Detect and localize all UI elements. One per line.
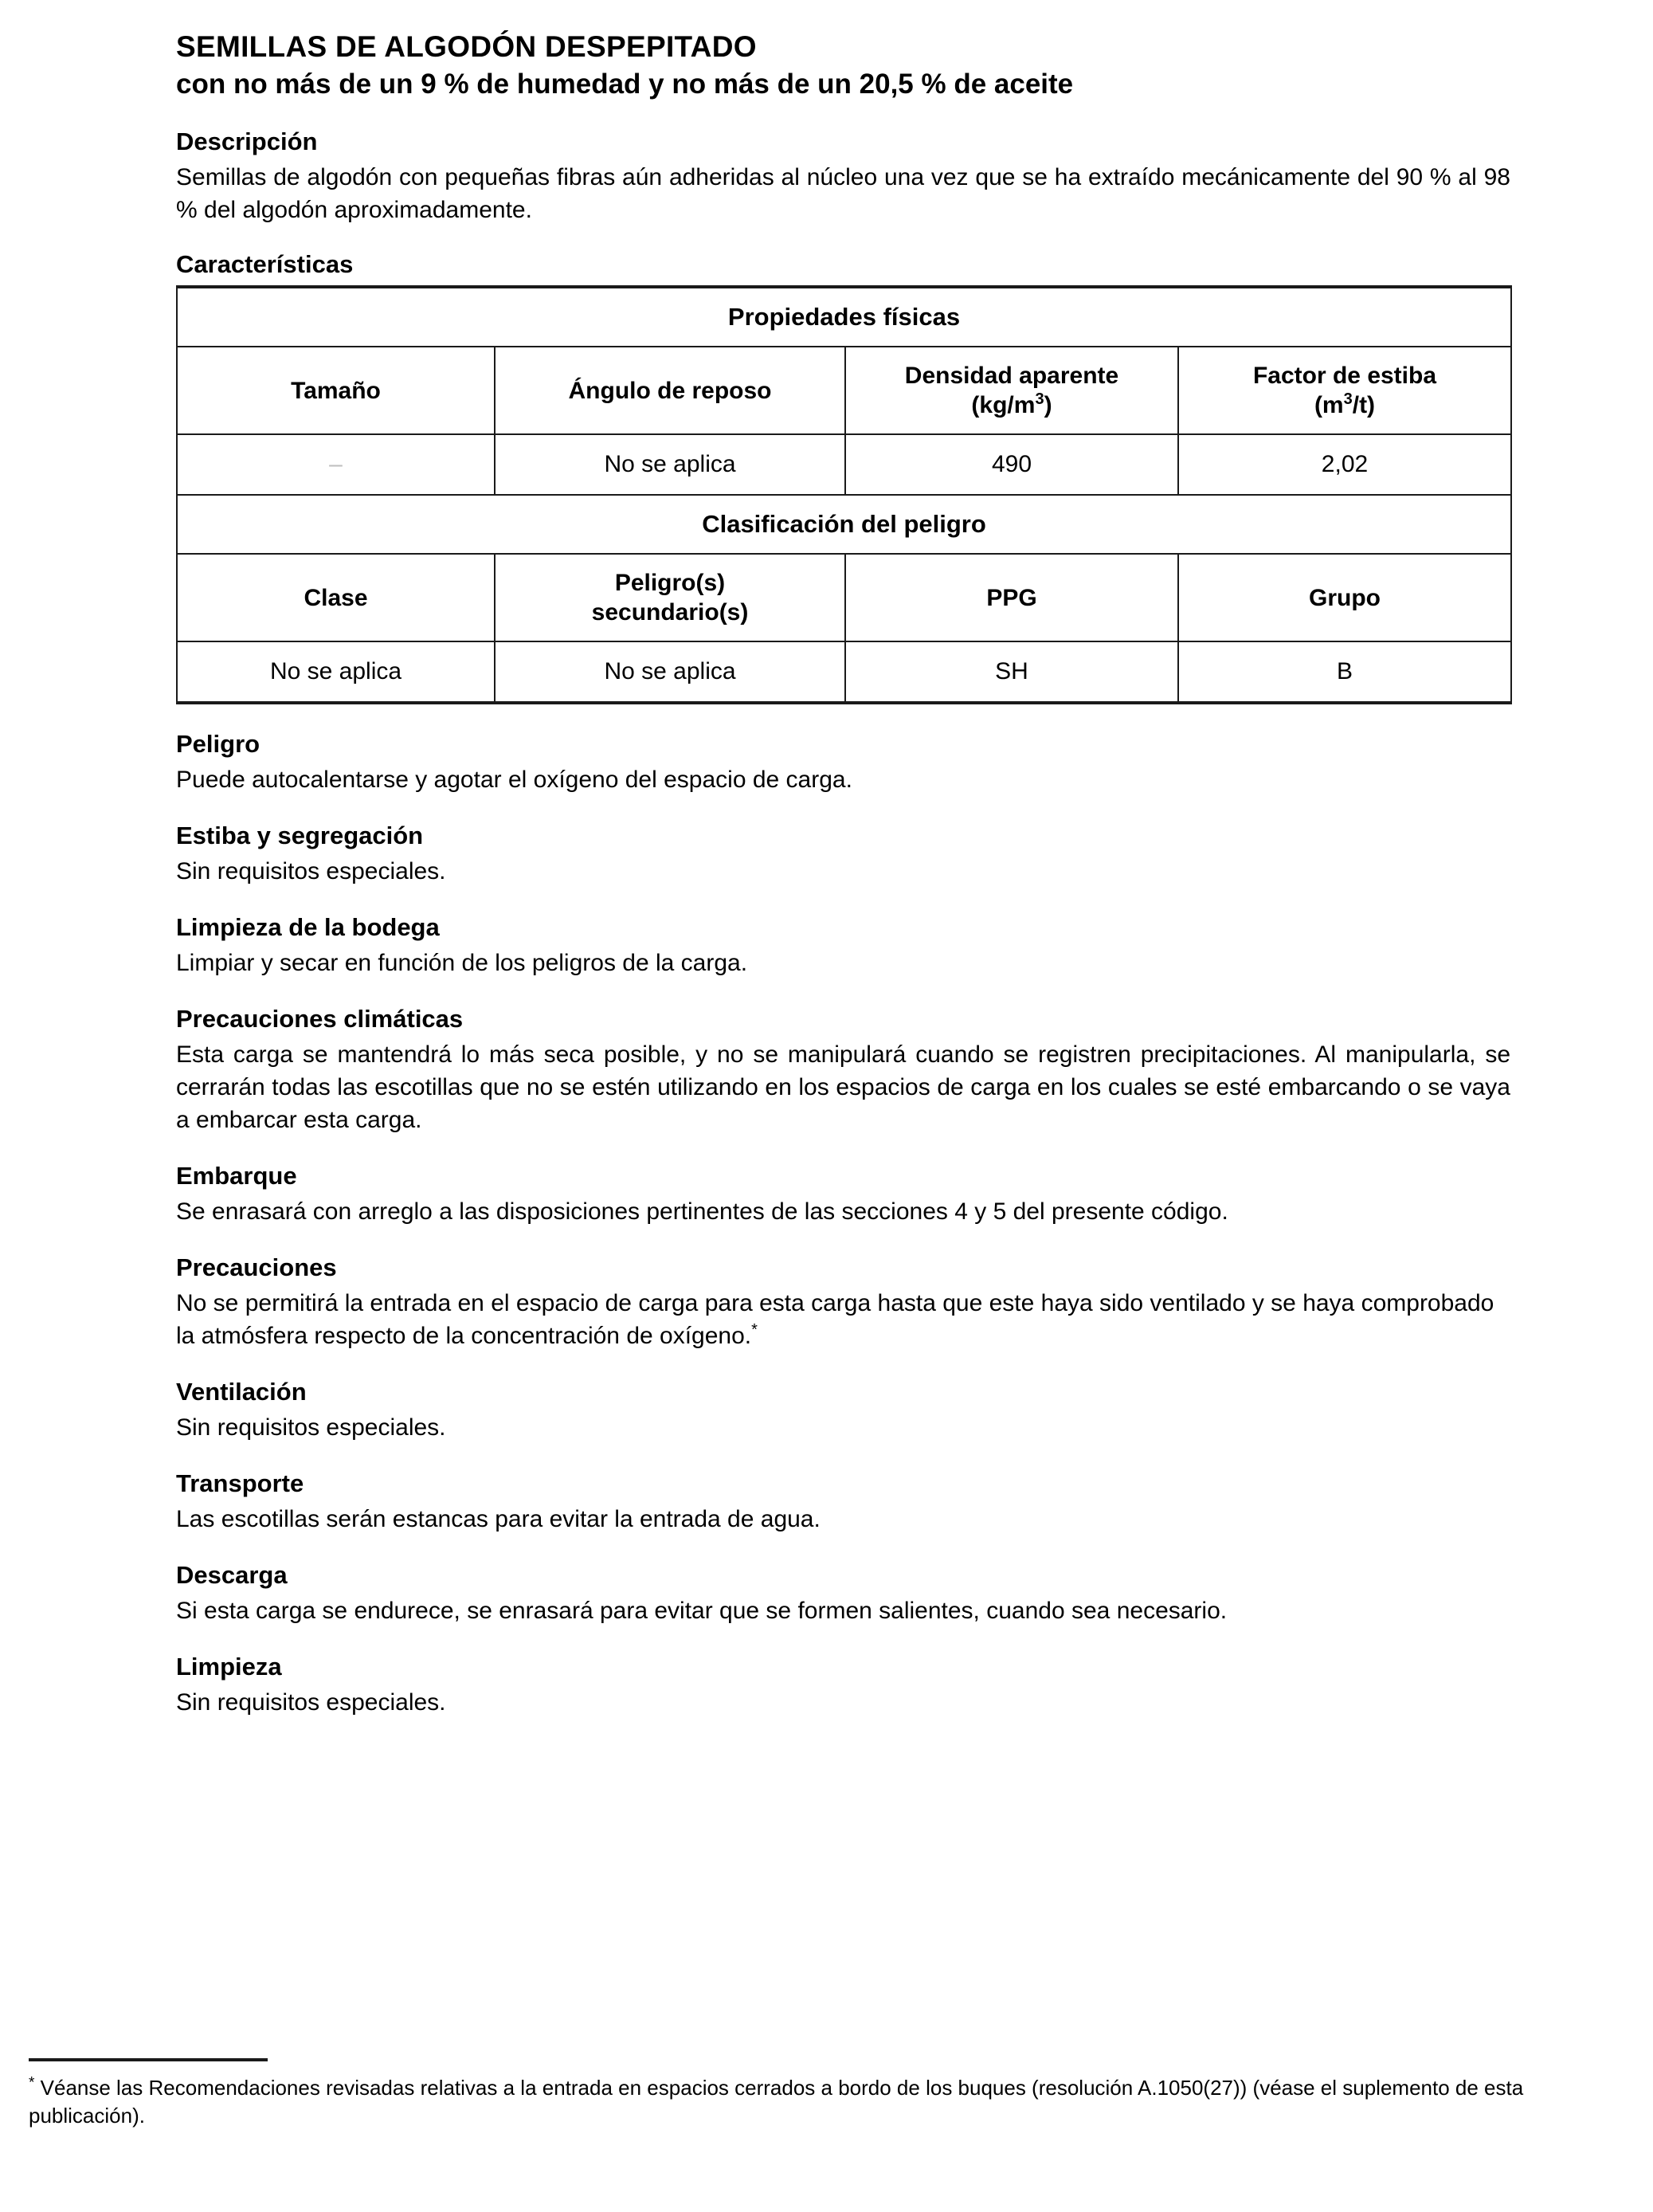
document-content	[176, 29, 1510, 1719]
footnote-marker-inline: *	[751, 1321, 758, 1339]
footnote-text	[29, 2074, 1590, 2130]
table-row-physical-values	[177, 434, 1511, 495]
paragraph-limpieza-bodega: Limpiar y secar en función de los peligros de la carga.	[176, 950, 748, 976]
paragraph-ventilacion: Sin requisitos especiales.	[176, 1414, 446, 1441]
paragraph-descarga: Si esta carga se endurece, se enrasará para evitar que se formen salientes, cuando sea necesario.	[176, 1598, 1228, 1624]
heading-limpieza-bodega: Limpieza de la bodega	[176, 913, 440, 941]
cell-densidad-value: 490	[845, 434, 1178, 495]
column-header-factor-label: Factor de estiba	[1252, 363, 1437, 389]
heading-precauciones-climaticas: Precauciones climáticas	[176, 1005, 464, 1033]
heading-ventilacion: Ventilación	[176, 1378, 307, 1406]
section-limpieza-bodega	[176, 912, 1510, 979]
column-header-factor	[1178, 347, 1511, 434]
table-row-physical-headers	[177, 347, 1511, 434]
column-header-clase: Clase	[177, 554, 495, 641]
cell-factor-value: 2,02	[1178, 434, 1511, 495]
heading-estiba: Estiba y segregación	[176, 822, 424, 849]
column-header-peligros-line1: Peligro(s)	[614, 570, 726, 596]
table-row-hazard-band	[177, 495, 1511, 554]
cell-angulo-value: No se aplica	[495, 434, 845, 495]
section-precauciones-climaticas	[176, 1003, 1510, 1136]
column-header-grupo: Grupo	[1178, 554, 1511, 641]
column-header-densidad-unit: $(kg/m^3)$	[971, 390, 1052, 418]
band-header-hazard: Clasificación del peligro	[177, 495, 1511, 554]
cell-grupo-value: B	[1178, 641, 1511, 703]
paragraph-precauciones	[176, 1287, 1510, 1352]
section-ventilacion	[176, 1376, 1510, 1444]
section-descarga	[176, 1559, 1510, 1627]
footnote-divider	[29, 2058, 268, 2061]
paragraph-precauciones-climaticas: Esta carga se mantendrá lo más seca posible, y no se manipulará cuando se registren precipitaciones. Al manipularla, se cerrarán todas las escotillas que no se estén utilizando en los espacios de carga en los cuales se esté embarcando o se vaya a embarcar esta carga.	[176, 1041, 1510, 1133]
table-row-hazard-headers	[177, 554, 1511, 641]
heading-transporte: Transporte	[176, 1469, 304, 1497]
table-row-physical-band	[177, 287, 1511, 347]
characteristics-table	[176, 285, 1512, 704]
section-transporte	[176, 1468, 1510, 1535]
section-precauciones	[176, 1252, 1510, 1352]
column-header-ppg: PPG	[845, 554, 1178, 641]
paragraph-peligro: Puede autocalentarse y agotar el oxígeno del espacio de carga.	[176, 767, 852, 793]
heading-precauciones: Precauciones	[176, 1253, 337, 1281]
table-row-hazard-values	[177, 641, 1511, 703]
paragraph-embarque: Se enrasará con arreglo a las disposiciones pertinentes de las secciones 4 y 5 del presente código.	[176, 1198, 1228, 1225]
tamano-dash: –	[329, 451, 343, 477]
paragraph-precauciones-text: No se permitirá la entrada en el espacio de carga para esta carga hasta que este haya sido ventilado y se haya comprobado la atmósfera respecto de la concentración de oxígeno.	[176, 1290, 1494, 1349]
column-header-peligros-line2: secundario(s)	[591, 599, 749, 626]
column-header-densidad-label: Densidad aparente	[904, 363, 1119, 389]
band-header-physical: Propiedades físicas	[177, 287, 1511, 347]
section-estiba	[176, 820, 1510, 888]
cell-peligros-value: No se aplica	[495, 641, 845, 703]
column-header-densidad	[845, 347, 1178, 434]
column-header-angulo: Ángulo de reposo	[495, 347, 845, 434]
cell-tamano-value	[177, 434, 495, 495]
section-peligro	[176, 728, 1510, 796]
footnote-marker: *	[29, 2074, 35, 2092]
column-header-peligros-secundarios	[495, 554, 845, 641]
section-embarque	[176, 1160, 1510, 1228]
footnote-body: Véanse las Recomendaciones revisadas relativas a la entrada en espacios cerrados a bordo de los buques (resolución A.1050(27)) (véase el suplemento de esta publicación).	[29, 2076, 1524, 2128]
cell-clase-value: No se aplica	[177, 641, 495, 703]
heading-descarga: Descarga	[176, 1561, 288, 1589]
heading-limpieza: Limpieza	[176, 1653, 282, 1681]
paragraph-limpieza: Sin requisitos especiales.	[176, 1689, 446, 1716]
column-header-factor-unit: $(m^3/t)$	[1314, 390, 1376, 418]
page-title: SEMILLAS DE ALGODÓN DESPEPITADO	[176, 30, 757, 63]
section-descripcion	[176, 126, 1510, 226]
footnote-area	[29, 2058, 1590, 2130]
section-limpieza	[176, 1651, 1510, 1719]
heading-descripcion: Descripción	[176, 127, 318, 155]
heading-embarque: Embarque	[176, 1162, 297, 1190]
paragraph-estiba: Sin requisitos especiales.	[176, 858, 446, 884]
section-caracteristicas	[176, 249, 1510, 704]
heading-caracteristicas: Características	[176, 250, 354, 278]
cell-ppg-value: SH	[845, 641, 1178, 703]
column-header-tamano: Tamaño	[177, 347, 495, 434]
paragraph-transporte: Las escotillas serán estancas para evitar la entrada de agua.	[176, 1506, 821, 1532]
page-subtitle: con no más de un 9 % de humedad y no más de un 20,5 % de aceite	[176, 69, 1074, 100]
heading-peligro: Peligro	[176, 730, 260, 758]
paragraph-descripcion: Semillas de algodón con pequeñas fibras aún adheridas al núcleo una vez que se ha extraído mecánicamente del 90 % al 98 % del algodón aproximadamente.	[176, 164, 1510, 223]
